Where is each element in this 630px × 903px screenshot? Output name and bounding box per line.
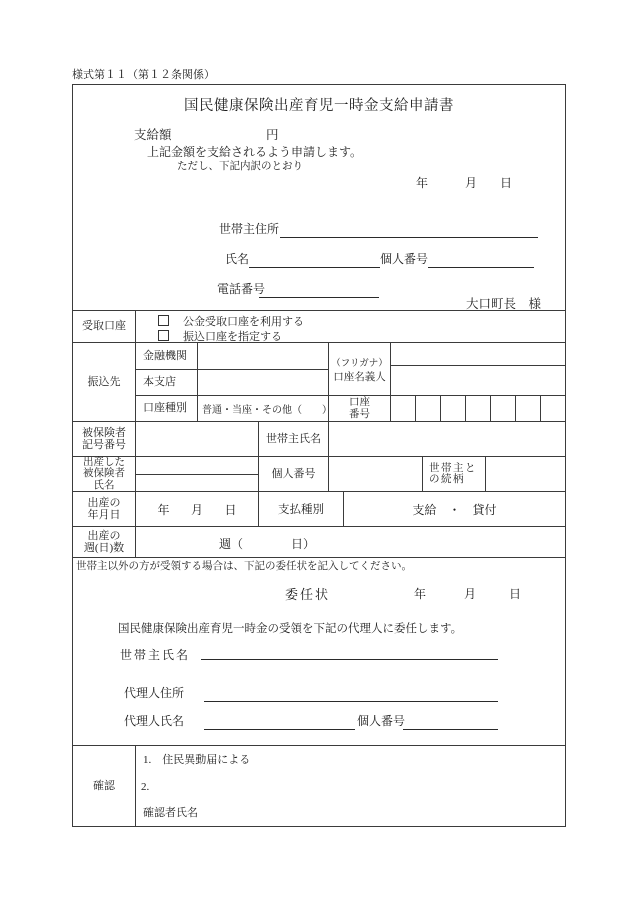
public-account-checkbox[interactable] <box>158 315 169 326</box>
option-row <box>136 313 565 328</box>
agent-address-field[interactable] <box>204 687 498 702</box>
name-label: 氏名 <box>225 252 250 266</box>
account-number-cell[interactable] <box>540 395 566 422</box>
option-row <box>136 328 565 343</box>
receiving-account-row-label: 受取口座 <box>72 310 136 343</box>
proxy-householder-name-label: 世帯主氏名 <box>120 648 191 662</box>
account-holder-label: 口座名義人 <box>333 371 386 383</box>
account-number-cell[interactable] <box>415 395 441 422</box>
account-number-cell[interactable] <box>390 395 416 422</box>
confirmation-item-2: 2. <box>141 781 150 793</box>
amount-unit-label: 円 <box>266 128 279 142</box>
householder-address-field[interactable] <box>280 223 538 238</box>
proxy-title: 委任状 <box>285 587 331 602</box>
amount-label: 支給額 <box>134 128 172 142</box>
designate-account-option-label: 振込口座を指定する <box>183 330 282 343</box>
account-number-label: 口座 番号 <box>328 395 391 422</box>
application-form <box>72 84 566 826</box>
proxy-body: 国民健康保険出産育児一時金の受領を下記の代理人に委任します。 <box>118 623 463 635</box>
account-number-cell[interactable] <box>515 395 541 422</box>
account-holder-label-cell <box>328 342 391 396</box>
financial-institution-field[interactable] <box>197 342 329 370</box>
birth-insured-furigana-field[interactable] <box>135 456 259 475</box>
date-year-label: 年 <box>416 176 429 190</box>
relation-field[interactable] <box>485 456 566 492</box>
phone-field[interactable] <box>259 283 379 298</box>
header-section <box>72 84 566 311</box>
householder-name-label: 世帯主氏名 <box>258 421 329 457</box>
birth-date-field[interactable]: 年 月 日 <box>135 491 259 527</box>
date-day-label: 日 <box>500 176 513 190</box>
payment-type-label: 支払種別 <box>258 491 344 527</box>
agent-personal-number-label: 個人番号 <box>357 714 406 728</box>
birth-insured-name-field[interactable] <box>135 474 259 492</box>
birth-date-label: 出産の 年月日 <box>72 491 136 527</box>
payment-type-value[interactable]: 支給 ・ 貸付 <box>343 491 566 527</box>
form-title: 国民健康保険出産育児一時金支給申請書 <box>184 98 454 114</box>
phone-label: 電話番号 <box>217 282 266 296</box>
addressee: 大口町長 様 <box>466 297 542 311</box>
birth-weeks-field[interactable]: 週（ 日） <box>135 526 566 558</box>
insured-symbol-number-field[interactable] <box>135 421 259 457</box>
branch-field[interactable] <box>197 369 329 396</box>
designate-account-checkbox[interactable] <box>158 330 169 341</box>
agent-name-field[interactable] <box>204 715 355 730</box>
birth-weeks-label: 出産の 週(日)数 <box>72 526 136 558</box>
householder-name-field[interactable] <box>328 421 566 457</box>
apply-statement: 上記金額を支給されるよう申請します。 <box>147 145 363 159</box>
proxy-instruction: 世帯主以外の方が受領する場合は、下記の委任状を記入してください。 <box>76 561 412 572</box>
confirmer-name-label: 確認者氏名 <box>143 807 198 819</box>
account-holder-name-field[interactable] <box>390 365 566 396</box>
personal-number-label: 個人番号 <box>380 252 429 266</box>
proxy-year-label: 年 <box>414 587 427 601</box>
receiving-account-options <box>135 310 566 343</box>
proxy-householder-name-field[interactable] <box>201 645 498 660</box>
birth-insured-name-label: 出産した 被保険者 氏名 <box>72 456 136 492</box>
confirmation-item-1: 1. 住民異動届による <box>143 754 251 766</box>
date-month-label: 月 <box>465 176 478 190</box>
name-field[interactable] <box>249 253 380 268</box>
confirmation-row-label: 確認 <box>72 745 136 827</box>
form-number: 様式第１１（第１２条関係） <box>72 69 215 81</box>
account-number-cell[interactable] <box>440 395 466 422</box>
public-account-option-label: 公金受取口座を利用する <box>183 315 304 328</box>
householder-address-label: 世帯主住所 <box>219 222 280 236</box>
insured-symbol-number-label: 被保険者 記号番号 <box>72 421 136 457</box>
account-holder-furigana-field[interactable] <box>390 342 566 366</box>
proxy-month-label: 月 <box>464 587 477 601</box>
account-number-cell[interactable] <box>465 395 491 422</box>
insured-personal-number-label: 個人番号 <box>258 456 329 492</box>
confirmation-content <box>135 745 566 827</box>
breakdown-note: ただし、下記内訳のとおり <box>177 161 303 172</box>
insured-personal-number-field[interactable] <box>328 456 423 492</box>
branch-label: 本支店 <box>135 369 198 396</box>
furigana-label: （フリガナ） <box>331 358 388 369</box>
agent-personal-number-field[interactable] <box>403 715 498 730</box>
proxy-day-label: 日 <box>509 587 522 601</box>
relation-label: 世帯主と の続柄 <box>422 456 486 492</box>
agent-address-label: 代理人住所 <box>124 686 185 700</box>
account-type-label: 口座種別 <box>135 395 198 422</box>
proxy-section <box>72 557 566 746</box>
account-number-cell[interactable] <box>490 395 516 422</box>
account-type-options[interactable]: 普通・当座・その他（ ） <box>197 395 329 422</box>
transfer-row-label: 振込先 <box>72 342 136 422</box>
personal-number-field[interactable] <box>428 253 534 268</box>
financial-institution-label: 金融機関 <box>135 342 198 370</box>
agent-name-label: 代理人氏名 <box>124 714 185 728</box>
